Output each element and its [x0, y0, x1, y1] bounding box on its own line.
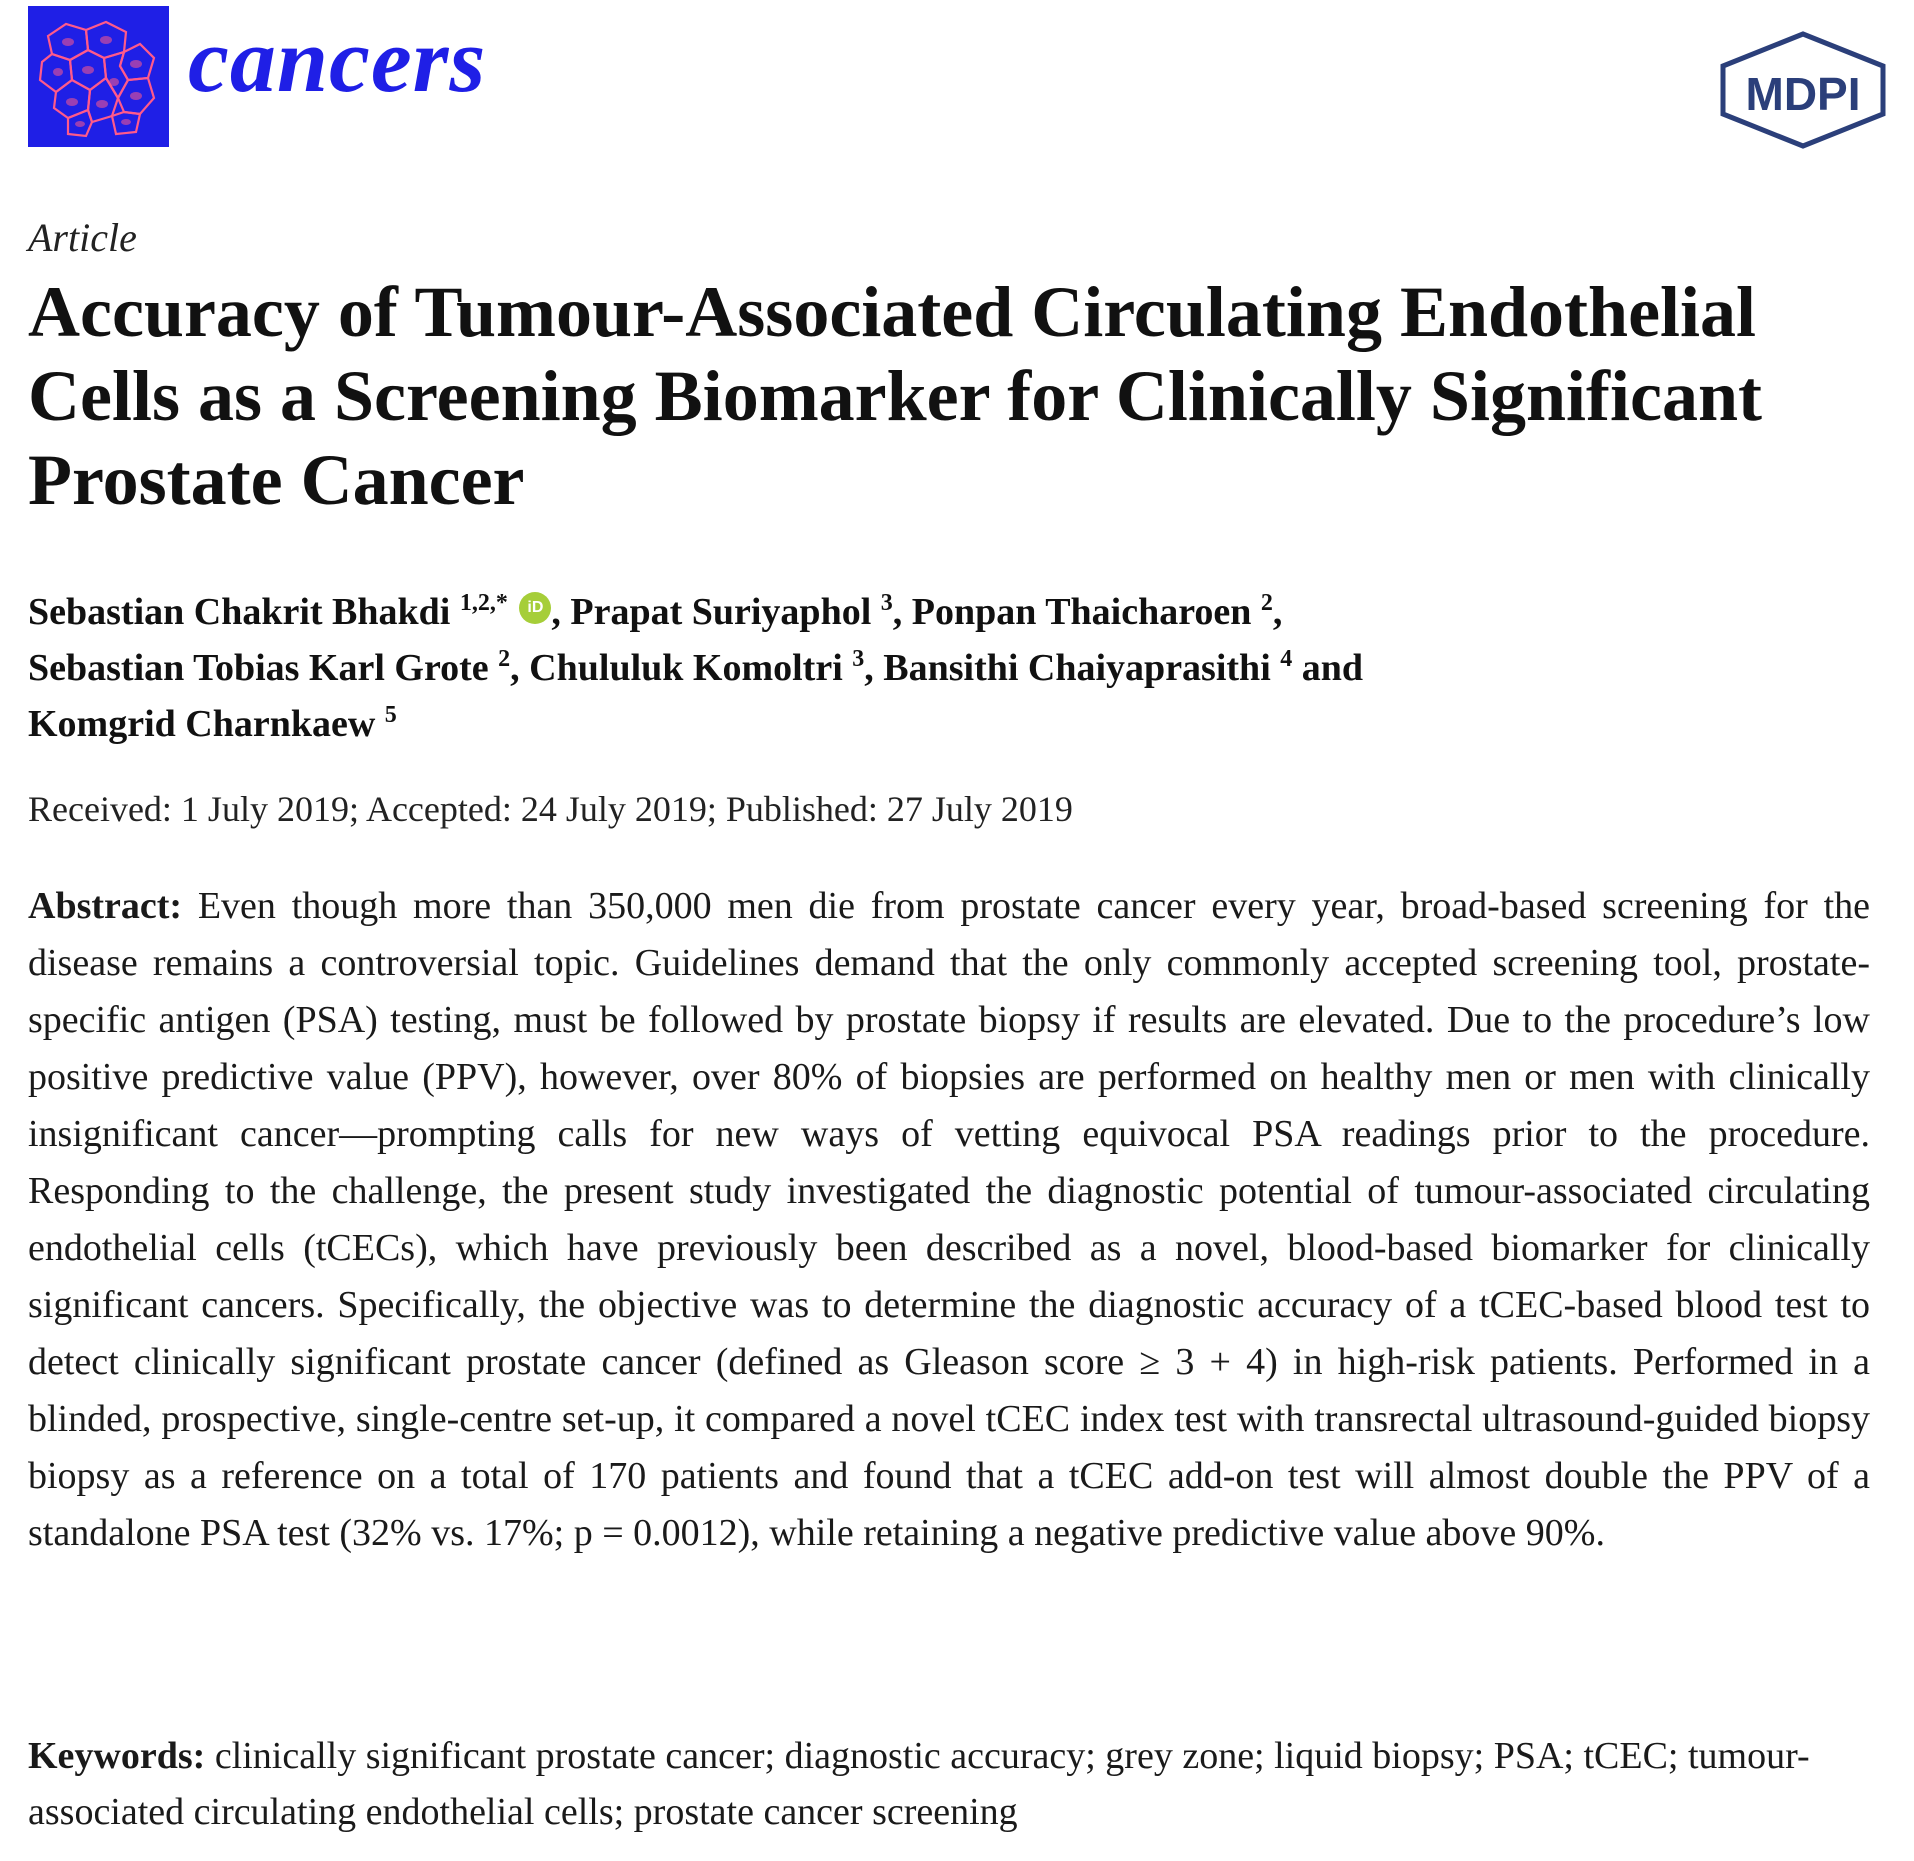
publisher-logo-text: MDPI	[1745, 68, 1861, 120]
author-affiliation: 2	[1260, 590, 1273, 616]
author-separator: ,	[510, 647, 530, 689]
abstract-label: Abstract:	[28, 885, 183, 927]
author-affiliation: 4	[1280, 646, 1293, 672]
abstract	[28, 878, 1870, 1562]
author-separator: ,	[1272, 591, 1283, 633]
author-affiliation: 2	[498, 646, 511, 672]
author-name: Komgrid Charnkaew	[28, 703, 376, 745]
journal-header	[28, 6, 1888, 156]
journal-logo	[28, 6, 169, 147]
author-name: Sebastian Chakrit Bhakdi	[28, 591, 451, 633]
author-name: Ponpan Thaicharoen	[911, 591, 1252, 633]
cell-cluster-icon	[28, 6, 169, 147]
keywords-label: Keywords:	[28, 1735, 206, 1777]
author-separator: and	[1292, 647, 1364, 689]
author-name: Sebastian Tobias Karl Grote	[28, 647, 489, 689]
author-separator: ,	[864, 647, 884, 689]
author-name: Prapat Suriyaphol	[570, 591, 872, 633]
keywords-text: clinically significant prostate cancer; diagnostic accuracy; grey zone; liquid biopsy; PSA; tCEC; tumour-associated circulating endothelial cells; prostate cancer screening	[28, 1735, 1810, 1833]
author-affiliation: 3	[852, 646, 865, 672]
keywords	[28, 1728, 1870, 1840]
publication-dates: Received: 1 July 2019; Accepted: 24 July 2019; Published: 27 July 2019	[28, 789, 1073, 829]
publisher-logo	[1715, 30, 1891, 150]
author-affiliation: 1,2,*	[459, 590, 508, 616]
article-type: Article	[28, 215, 137, 260]
journal-name: cancers	[188, 9, 487, 111]
author-separator: ,	[551, 591, 571, 633]
article-title: Accuracy of Tumour-Associated Circulating Endothelial Cells as a Screening Biomarker for Clinically Significant Prostate Cancer	[28, 272, 1762, 520]
author-separator: ,	[892, 591, 912, 633]
author-list	[28, 584, 1868, 752]
orcid-icon[interactable]: iD	[519, 592, 551, 624]
author-name: Chululuk Komoltri	[529, 647, 843, 689]
author-affiliation: 5	[384, 702, 397, 728]
abstract-text: Even though more than 350,000 men die from prostate cancer every year, broad-based screening for the disease remains a controversial topic. Guidelines demand that the only commonly accepted screening tool, prostate-specific antigen (PSA) testing, must be followed by prostate biopsy if results are elevated. Due to the procedure’s low positive predictive value (PPV), however, over 80% of biopsies are performed on healthy men or men with clinically insignificant cancer—prompting calls for new ways of vetting equivocal PSA readings prior to the procedure. Responding to the challenge, the present study investigated the diagnostic potential of tumour-associated circulating endothelial cells (tCECs), which have previously been described as a novel, blood-based biomarker for clinically significant cancers. Specifically, the objective was to determine the diagnostic accuracy of a tCEC-based blood test to detect clinically significant prostate cancer (defined as Gleason score ≥ 3 + 4) in high-risk patients. Performed in a blinded, prospective, single-centre set-up, it compared a novel tCEC index test with transrectal ultrasound-guided biopsy biopsy as a reference on a total of 170 patients and found that a tCEC add-on test will almost double the PPV of a standalone PSA test (32% vs. 17%; p = 0.0012), while retaining a negative predictive value above 90%.	[28, 885, 1870, 1554]
author-affiliation: 3	[880, 590, 893, 616]
author-name: Bansithi Chaiyaprasithi	[883, 647, 1271, 689]
